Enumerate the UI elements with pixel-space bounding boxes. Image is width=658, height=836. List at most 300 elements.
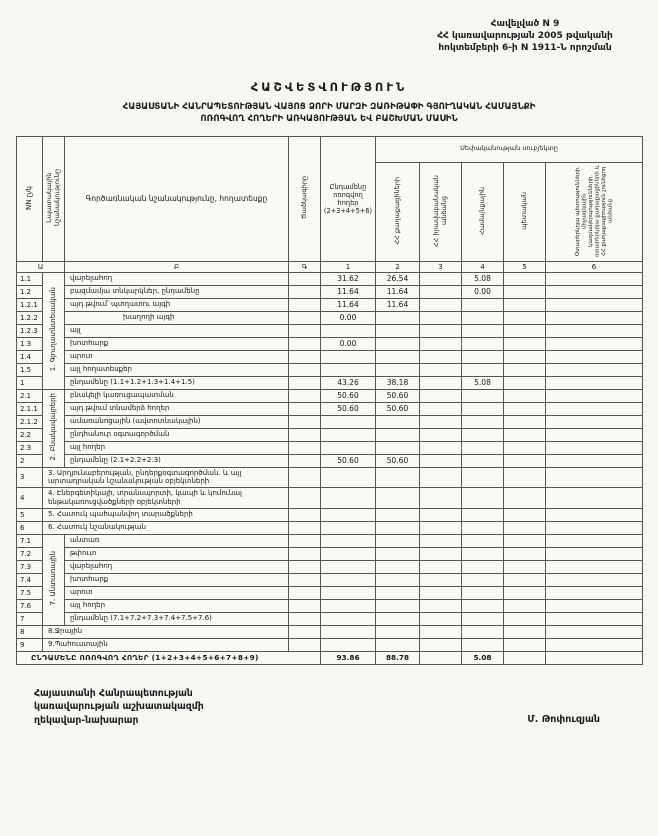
code-cell: [289, 508, 321, 521]
value-cell: [546, 441, 643, 454]
appendix-line: հոկտեմբերի 6-ի N 1911-Ն որոշման: [438, 43, 612, 54]
code-cell: [289, 612, 321, 625]
code-cell: [289, 350, 321, 363]
col-header-foreign: [546, 162, 643, 261]
group-label-cell: [43, 534, 65, 625]
row-number-cell: 1.2.1: [17, 298, 43, 311]
value-cell: [420, 612, 462, 625]
value-cell: [462, 573, 504, 586]
value-cell: [504, 324, 546, 337]
value-cell: [462, 311, 504, 324]
value-cell: 50.60: [321, 402, 376, 415]
value-cell: [376, 534, 420, 547]
value-cell: [321, 508, 376, 521]
row-number-cell: 2.1.1: [17, 402, 43, 415]
subtitle-line: ՀԱՅԱՍՏԱՆԻ ՀԱՆՐԱՊԵՏՈՒԹՅԱՆ ՎԱՅՈՑ ՁՈՐԻ ՄԱՐԶԻ ԶԱՌԻԹԱՓԻ ԳՅՈՒՂԱԿԱՆ ՀԱՄԱՅՆՔԻ: [122, 102, 536, 113]
value-cell: [376, 337, 420, 350]
value-cell: [546, 625, 643, 638]
group-label-cell-text: 1. Գյուղատնտեսական: [49, 287, 58, 372]
value-cell: [504, 337, 546, 350]
value-cell: [504, 573, 546, 586]
land-report-table: [16, 136, 643, 665]
code-cell: [289, 441, 321, 454]
code-cell: [289, 573, 321, 586]
value-cell: [376, 508, 420, 521]
value-cell: [462, 415, 504, 428]
value-cell: [376, 625, 420, 638]
value-cell: [420, 298, 462, 311]
code-cell: [289, 428, 321, 441]
value-cell: [321, 547, 376, 560]
value-cell: [462, 389, 504, 402]
value-cell: [420, 467, 462, 488]
value-cell: [376, 612, 420, 625]
value-cell: 11.64: [321, 298, 376, 311]
land-type-cell: խաղողի այգի: [65, 311, 289, 324]
row-number-cell: 1.4: [17, 350, 43, 363]
land-type-cell: այլ: [65, 324, 289, 337]
value-cell: [420, 324, 462, 337]
table-row: [17, 547, 643, 560]
col-header-code: [289, 136, 321, 261]
col-header-community-text: Համայնքային: [477, 186, 486, 235]
value-cell: [546, 428, 643, 441]
value-cell: [420, 376, 462, 389]
row-number-cell: 5: [17, 508, 43, 521]
value-cell: [504, 428, 546, 441]
table-row: [17, 534, 643, 547]
table-row: [17, 638, 643, 651]
table-row: [17, 573, 643, 586]
value-cell: [504, 560, 546, 573]
table-row: [17, 428, 643, 441]
value-cell: [420, 508, 462, 521]
value-cell: [462, 363, 504, 376]
table-row: [17, 389, 643, 402]
value-cell: [504, 508, 546, 521]
value-cell: [376, 350, 420, 363]
value-cell: [376, 311, 420, 324]
grand-total-value: [504, 651, 546, 664]
group-label-cell: [43, 389, 65, 467]
letter-cell: 5: [504, 261, 546, 272]
grand-total-value: [546, 651, 643, 664]
value-cell: [462, 324, 504, 337]
value-cell: [376, 573, 420, 586]
col-header-code-text: Ծածկագիրը: [299, 176, 308, 220]
signatory-name: Մ. Թոփուզյան: [527, 714, 600, 726]
value-cell: [321, 363, 376, 376]
land-type-cell: ընդամենը (1.1+1.2+1.3+1.4+1.5): [65, 376, 289, 389]
value-cell: [321, 599, 376, 612]
col-group-ownership: Սեփականության սուբյեկտը: [376, 136, 643, 162]
value-cell: [462, 534, 504, 547]
value-cell: [420, 625, 462, 638]
signatory-line: Հայաստանի Հանրապետության: [34, 687, 193, 699]
col-header-legal-text: ՀՀ իրավաբանական անձանց: [431, 174, 448, 247]
page-subtitle: [16, 102, 642, 125]
land-type-cell: թփուտ: [65, 547, 289, 560]
code-cell: [289, 534, 321, 547]
value-cell: [420, 363, 462, 376]
report-table-wrapper: [16, 136, 642, 665]
value-cell: [504, 586, 546, 599]
value-cell: [546, 586, 643, 599]
row-number-cell: 3: [17, 467, 43, 488]
value-cell: 11.64: [376, 298, 420, 311]
value-cell: [462, 298, 504, 311]
value-cell: 50.60: [376, 402, 420, 415]
value-cell: [376, 521, 420, 534]
value-cell: 50.60: [376, 389, 420, 402]
value-cell: [546, 402, 643, 415]
value-cell: [546, 454, 643, 467]
value-cell: [376, 324, 420, 337]
code-cell: [289, 599, 321, 612]
value-cell: [420, 389, 462, 402]
grand-total-value: 88.78: [376, 651, 420, 664]
row-number-cell: 1.2.2: [17, 311, 43, 324]
value-cell: [321, 350, 376, 363]
value-cell: 31.62: [321, 272, 376, 285]
value-cell: [462, 350, 504, 363]
land-type-cell: այլ հողատեսքեր: [65, 363, 289, 376]
value-cell: [321, 560, 376, 573]
letter-cell: 4: [462, 261, 504, 272]
row-number-cell: 7.3: [17, 560, 43, 573]
value-cell: [462, 428, 504, 441]
table-row: [17, 586, 643, 599]
grand-total-value: [420, 651, 462, 664]
value-cell: [420, 454, 462, 467]
value-cell: [321, 534, 376, 547]
value-cell: [321, 521, 376, 534]
value-cell: [321, 586, 376, 599]
row-number-cell: 1.1: [17, 272, 43, 285]
row-number-cell: 1.2.3: [17, 324, 43, 337]
land-type-cell: ընդամենը (7.1+7.2+7.3+7.4+7.5+7.6): [65, 612, 289, 625]
row-number-cell: 1.2: [17, 285, 43, 298]
value-cell: [504, 521, 546, 534]
value-cell: [504, 376, 546, 389]
value-cell: [546, 508, 643, 521]
table-body: [17, 272, 643, 664]
appendix-line: Հավելված N 9: [490, 19, 560, 29]
grand-total-label: ԸՆԴԱՄԵՆԸ ՈՌՈԳՎՈՂ ՀՈՂԵՐ (1+2+3+4+5+6+7+8+9): [17, 651, 321, 664]
value-cell: [420, 337, 462, 350]
value-cell: [376, 441, 420, 454]
table-row: [17, 285, 643, 298]
row-number-cell: 2: [17, 454, 43, 467]
value-cell: [504, 389, 546, 402]
value-cell: [376, 363, 420, 376]
group-label-cell: [43, 272, 65, 389]
value-cell: [546, 350, 643, 363]
value-cell: [504, 454, 546, 467]
value-cell: [546, 488, 643, 509]
value-cell: [546, 521, 643, 534]
land-type-cell: խոտհարք: [65, 573, 289, 586]
land-type-cell: 5. Հատուկ պահպանվող տարածքների: [43, 508, 289, 521]
code-cell: [289, 415, 321, 428]
value-cell: [462, 508, 504, 521]
value-cell: [504, 415, 546, 428]
value-cell: [504, 272, 546, 285]
row-number-cell: 9: [17, 638, 43, 651]
value-cell: [321, 625, 376, 638]
value-cell: [546, 272, 643, 285]
code-cell: [289, 337, 321, 350]
value-cell: [376, 638, 420, 651]
value-cell: 50.60: [376, 454, 420, 467]
code-cell: [289, 488, 321, 509]
value-cell: 26.54: [376, 272, 420, 285]
value-cell: [420, 573, 462, 586]
row-number-cell: 2.1.2: [17, 415, 43, 428]
land-type-cell: խոտհարք: [65, 337, 289, 350]
value-cell: [504, 311, 546, 324]
value-cell: [462, 625, 504, 638]
value-cell: [420, 272, 462, 285]
grand-total-value: 93.86: [321, 651, 376, 664]
value-cell: [321, 638, 376, 651]
row-number-cell: 7.1: [17, 534, 43, 547]
row-number-cell: 7: [17, 612, 43, 625]
col-header-nn-text: NN ը/կ: [25, 185, 34, 210]
code-cell: [289, 638, 321, 651]
value-cell: [462, 586, 504, 599]
signatory-line: կառավարության աշխատակազմի: [34, 701, 204, 713]
value-cell: [321, 441, 376, 454]
col-header-state: [504, 162, 546, 261]
letter-cell: Ա: [17, 261, 65, 272]
code-cell: [289, 402, 321, 415]
row-number-cell: 1: [17, 376, 43, 389]
value-cell: 5.08: [462, 376, 504, 389]
value-cell: [504, 612, 546, 625]
value-cell: [462, 454, 504, 467]
value-cell: [546, 415, 643, 428]
appendix-line: ՀՀ կառավարության 2005 թվականի: [437, 31, 613, 42]
value-cell: [546, 389, 643, 402]
row-number-cell: 4: [17, 488, 43, 509]
value-cell: [462, 402, 504, 415]
letter-cell: Գ: [289, 261, 321, 272]
land-type-cell: արոտ: [65, 586, 289, 599]
row-number-cell: 7.5: [17, 586, 43, 599]
code-cell: [289, 454, 321, 467]
value-cell: 0.00: [321, 337, 376, 350]
land-type-cell: բնակելի կառուցապատման: [65, 389, 289, 402]
value-cell: [504, 534, 546, 547]
table-row: [17, 350, 643, 363]
code-cell: [289, 547, 321, 560]
value-cell: [504, 599, 546, 612]
value-cell: [462, 488, 504, 509]
value-cell: 38.18: [376, 376, 420, 389]
row-number-cell: 2.3: [17, 441, 43, 454]
value-cell: [504, 488, 546, 509]
table-row: [17, 337, 643, 350]
value-cell: 11.64: [376, 285, 420, 298]
code-cell: [289, 586, 321, 599]
row-number-cell: 1.5: [17, 363, 43, 376]
value-cell: [376, 547, 420, 560]
land-type-cell: այլ հողեր: [65, 441, 289, 454]
value-cell: [546, 324, 643, 337]
table-row: [17, 324, 643, 337]
value-cell: [546, 285, 643, 298]
code-cell: [289, 389, 321, 402]
col-header-state-text: պետական: [519, 191, 528, 230]
value-cell: [504, 298, 546, 311]
table-row: [17, 363, 643, 376]
code-cell: [289, 298, 321, 311]
land-type-cell: վարելահող: [65, 560, 289, 573]
row-number-cell: 2.1: [17, 389, 43, 402]
land-type-cell: 9.Պահուստային: [43, 638, 289, 651]
land-type-cell: այդ թվում՝ պտղատու այգի: [65, 298, 289, 311]
value-cell: [546, 337, 643, 350]
value-cell: [504, 285, 546, 298]
value-cell: [420, 521, 462, 534]
col-header-functional: Գործառնական նշանակությունը, հողատեսքը: [65, 136, 289, 261]
table-row: [17, 521, 643, 534]
col-header-nn: [17, 136, 43, 261]
row-number-cell: 7.2: [17, 547, 43, 560]
value-cell: [376, 428, 420, 441]
value-cell: 50.60: [321, 454, 376, 467]
table-row: [17, 454, 643, 467]
value-cell: 5.08: [462, 272, 504, 285]
col-header-total: Ընդամենը ոռոգվող հողեր (2+3+4+5+6): [321, 136, 376, 261]
value-cell: [504, 625, 546, 638]
table-row: [17, 311, 643, 324]
value-cell: [546, 573, 643, 586]
value-cell: [321, 415, 376, 428]
value-cell: [504, 638, 546, 651]
value-cell: [420, 428, 462, 441]
value-cell: [420, 441, 462, 454]
value-cell: [462, 521, 504, 534]
value-cell: 43.26: [321, 376, 376, 389]
land-type-cell: այդ թվում տնամերձ հողեր: [65, 402, 289, 415]
code-cell: [289, 467, 321, 488]
value-cell: [420, 586, 462, 599]
value-cell: [546, 638, 643, 651]
land-type-cell: այլ հողեր: [65, 599, 289, 612]
code-cell: [289, 521, 321, 534]
group-label-cell-text: 2. Բնակավայրերի: [49, 393, 58, 461]
value-cell: [504, 547, 546, 560]
grand-total-value: 5.08: [462, 651, 504, 664]
col-header-legal: [420, 162, 462, 261]
value-cell: [420, 599, 462, 612]
code-cell: [289, 376, 321, 389]
table-row: [17, 467, 643, 488]
value-cell: [376, 488, 420, 509]
column-letter-row: [17, 261, 643, 272]
value-cell: [462, 599, 504, 612]
row-number-cell: 1.3: [17, 337, 43, 350]
land-type-cell: 8.Ջրային: [43, 625, 289, 638]
value-cell: 11.64: [321, 285, 376, 298]
value-cell: [504, 441, 546, 454]
group-label-cell-text: 7. Անտառային: [49, 551, 58, 606]
row-number-cell: 2.2: [17, 428, 43, 441]
table-head: [17, 136, 643, 272]
value-cell: [321, 573, 376, 586]
value-cell: [420, 415, 462, 428]
value-cell: [504, 467, 546, 488]
table-row: [17, 508, 643, 521]
table-row: [17, 298, 643, 311]
signatory-line: ղեկավար-նախարար: [34, 714, 139, 726]
table-row: [17, 402, 643, 415]
value-cell: [420, 560, 462, 573]
code-cell: [289, 560, 321, 573]
code-cell: [289, 363, 321, 376]
table-row: [17, 376, 643, 389]
table-row: [17, 560, 643, 573]
value-cell: [546, 298, 643, 311]
code-cell: [289, 285, 321, 298]
value-cell: 0.00: [462, 285, 504, 298]
appendix-reference: [410, 18, 640, 54]
page-title: ՀԱՇՎԵՏՎՈՒԹՅՈՒՆ: [250, 80, 408, 95]
row-number-cell: 6: [17, 521, 43, 534]
value-cell: [546, 534, 643, 547]
value-cell: [321, 467, 376, 488]
value-cell: [376, 467, 420, 488]
value-cell: [462, 638, 504, 651]
value-cell: [420, 402, 462, 415]
letter-cell: 1: [321, 261, 376, 272]
col-header-citizens-text: ՀՀ քաղաքացիների: [392, 176, 401, 245]
value-cell: [420, 547, 462, 560]
code-cell: [289, 324, 321, 337]
table-row: [17, 488, 643, 509]
table-row: [17, 441, 643, 454]
value-cell: 0.00: [321, 311, 376, 324]
value-cell: [504, 402, 546, 415]
value-cell: [420, 534, 462, 547]
col-header-citizens: [376, 162, 420, 261]
value-cell: [546, 467, 643, 488]
table-row: [17, 612, 643, 625]
value-cell: [376, 415, 420, 428]
land-type-cell: վարելահող: [65, 272, 289, 285]
col-header-purpose-text: Նպատակային նշանակությունը: [44, 169, 61, 227]
row-number-cell: 7.4: [17, 573, 43, 586]
value-cell: [546, 599, 643, 612]
value-cell: [376, 599, 420, 612]
value-cell: [420, 638, 462, 651]
land-type-cell: ընդհանուր օգտագործման: [65, 428, 289, 441]
subtitle-line: ՈՌՈԳՎՈՂ ՀՈՂԵՐԻ ԱՌԿԱՅՈՒԹՅԱՆ ԵՎ ԲԱՇԽՄԱՆ ՄԱՍԻՆ: [200, 114, 458, 125]
value-cell: [504, 350, 546, 363]
value-cell: [462, 560, 504, 573]
value-cell: [321, 324, 376, 337]
table-row: [17, 625, 643, 638]
value-cell: 50.60: [321, 389, 376, 402]
row-number-cell: 7.6: [17, 599, 43, 612]
grand-total-row: [17, 651, 643, 664]
value-cell: [420, 311, 462, 324]
land-type-cell: 4. Էներգետիկայի, տրանսպորտի, կապի և կոմունալ ենթակառուցվածքների օբյեկտների: [43, 488, 289, 509]
land-type-cell: բազմամյա տնկարկներ, ընդամենը: [65, 285, 289, 298]
col-header-community: [462, 162, 504, 261]
